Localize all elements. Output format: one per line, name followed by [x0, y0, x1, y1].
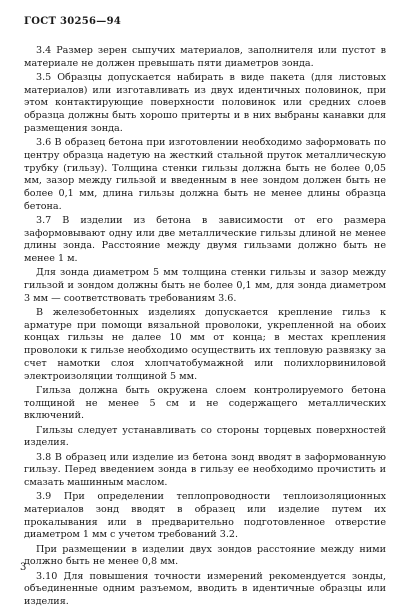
paragraph-probe-5mm: Для зонда диаметром 5 мм толщина стенки гильзы и зазор между гильзой и зондом должны быть не более 0,1 мм, для зонда диаметром 3 мм — соответствовать требованиям 3.6.	[24, 267, 386, 304]
paragraph-sleeve-concrete-layer: Гильза должна быть окружена слоем контролируемого бетона толщиной не менее 5 см и не содержащего металлических включений.	[24, 384, 386, 422]
paragraph-3-5: 3.5 Образцы допускается набирать в виде пакета (для листовых материалов) или изготавливать из двух идентичных половинок, при этом контактирующие поверхности половинок или средних слоев образца должны быть хорошо притерты и в них выбраны канавки для размещения зонда.	[24, 72, 386, 134]
standard-header: ГОСТ 30256—94	[24, 16, 122, 27]
document-body	[24, 45, 386, 609]
paragraph-sleeve-installation: Гильзы следует устанавливать со стороны торцевых поверхностей изделия.	[24, 424, 386, 449]
paragraph-3-4: 3.4 Размер зерен сыпучих материалов, заполнителя или пустот в материале не должен превышать пяти диаметров зонда.	[24, 45, 386, 69]
paragraph-3-8: 3.8 В образец или изделие из бетона зонд вводят в заформованную гильзу. Перед введением зонда в гильзу ее необходимо прочистить и смазать машинным маслом.	[24, 451, 386, 488]
paragraph-two-probes: При размещении в изделии двух зондов расстояние между ними должно быть не менее 0,8 мм.	[24, 543, 386, 568]
paragraph-3-6: 3.6 В образец бетона при изготовлении необходимо заформовать по центру образца надетую на жесткий стальной пруток металлическую трубку (гильзу). Толщина стенки гильзы должна быть не более 0,05 мм, зазор между гильзой и введенным в нее зондом должен быть не более 0,1 мм, длина гильзы должна быть не менее длины образца бетона.	[24, 137, 386, 212]
paragraph-3-9: 3.9 При определении теплопроводности теплоизоляционных материалов зонд вводят в образец или изделие путем их прокалывания или в предварительно подготовленное отверстие диаметром 1 мм с учетом требований 3.2.	[24, 491, 386, 541]
paragraph-reinforced-concrete: В железобетонных изделиях допускается крепление гильз к арматуре при помощи вязальной проволоки, укрепленной на обоих концах гильзы не далее 10 мм от конца; в местах крепления проволоки к гильзе необходимо осуществить их тепловую развязку за счет намотки слоя хлопчатобумажной или полихлорвиниловой электроизоляции толщиной 5 мм.	[24, 307, 386, 382]
paragraph-3-7: 3.7 В изделии из бетона в зависимости от его размера заформовывают одну или две металлические гильзы длиной не менее длины зонда. Расстояние между двумя гильзами должно быть не менее 1 м.	[24, 214, 386, 265]
page-number: 3	[20, 562, 27, 573]
paragraph-3-10: 3.10 Для повышения точности измерений рекомендуется зонды, объединенные одним разъемом, вводить в идентичные образцы или изделия.	[24, 570, 386, 608]
